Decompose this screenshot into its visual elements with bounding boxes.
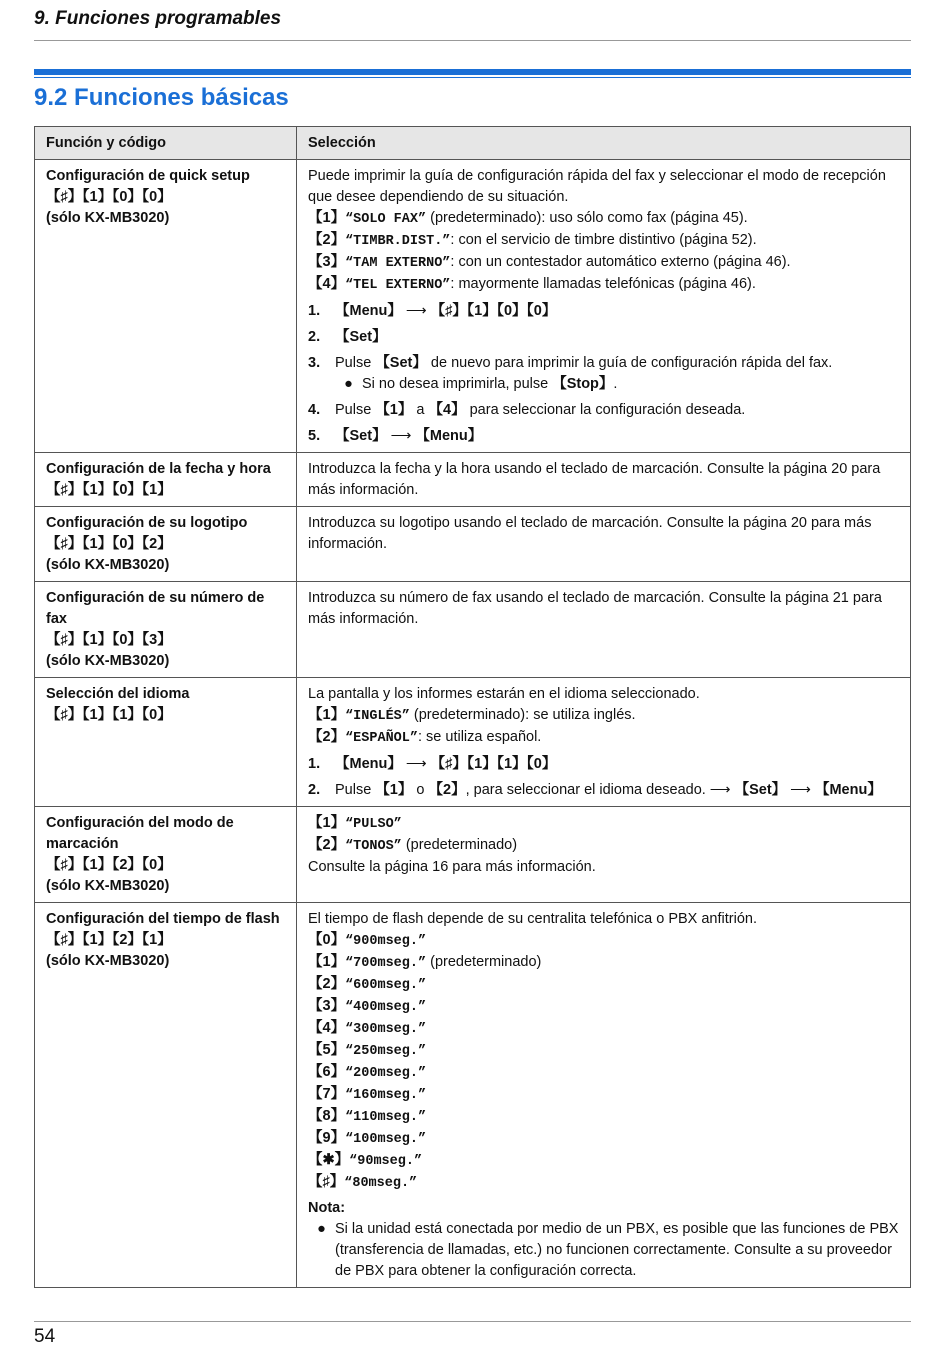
step-text: de nuevo para imprimir la guía de configuración rápida del fax. bbox=[426, 355, 833, 371]
function-cell bbox=[35, 507, 297, 582]
function-model: (sólo KX-MB3020) bbox=[46, 953, 170, 969]
option-key: 【3】 bbox=[308, 998, 346, 1014]
key-code: 【♯】【1】【0】【0】 bbox=[430, 303, 557, 319]
table-header-row bbox=[35, 127, 911, 160]
step-text: Pulse bbox=[335, 355, 376, 371]
note-text: Si la unidad está conectada por medio de un PBX, es posible que las funciones de PBX (transferencia de llamadas, etc.) no funcionen correctamente. Consulte a su proveedor de PBX para obtener la configuración correcta. bbox=[335, 1221, 899, 1279]
section-bar-thin bbox=[34, 77, 911, 78]
arrow-right-icon: ⟶ bbox=[790, 782, 811, 798]
option-key: 【8】 bbox=[308, 1108, 346, 1124]
option-value: “100mseg.” bbox=[345, 1132, 427, 1147]
key-menu: 【Menu】 bbox=[335, 756, 402, 772]
flash-option bbox=[308, 996, 899, 1018]
flash-option bbox=[308, 1150, 899, 1172]
option-value: “700mseg.” bbox=[345, 956, 427, 971]
option-text: (predeterminado) bbox=[401, 837, 518, 853]
option-key: 【1】 bbox=[308, 815, 346, 831]
option-value: “TONOS” bbox=[345, 839, 402, 854]
step bbox=[308, 353, 899, 374]
selection-cell bbox=[297, 807, 911, 903]
step bbox=[308, 400, 899, 421]
selection-text: Introduzca su logotipo usando el teclado de marcación. Consulte la página 20 para más información. bbox=[308, 515, 872, 552]
key-menu: 【Menu】 bbox=[335, 303, 402, 319]
function-title: Configuración de su número de fax bbox=[46, 590, 265, 627]
arrow-right-icon: ⟶ bbox=[405, 303, 427, 319]
option-line bbox=[308, 727, 899, 749]
option-value: “160mseg.” bbox=[345, 1088, 427, 1103]
key-2: 【2】 bbox=[428, 782, 466, 798]
option-line bbox=[308, 705, 899, 727]
key-set: 【Set】 bbox=[335, 329, 387, 345]
flash-option bbox=[308, 1084, 899, 1106]
option-key: 【1】 bbox=[308, 954, 346, 970]
option-text: : con un contestador automático externo (página 46). bbox=[450, 254, 791, 270]
option-line bbox=[308, 274, 899, 296]
option-key: 【1】 bbox=[308, 210, 346, 226]
footer-rule bbox=[34, 1321, 911, 1322]
option-line bbox=[308, 208, 899, 230]
option-text: (predeterminado): uso sólo como fax (página 45). bbox=[426, 210, 748, 226]
selection-cell bbox=[297, 160, 911, 453]
step-text: Pulse bbox=[335, 402, 376, 418]
function-model: (sólo KX-MB3020) bbox=[46, 878, 170, 894]
selection-cell bbox=[297, 903, 911, 1288]
option-value: “SOLO FAX” bbox=[345, 212, 427, 227]
option-key: 【♯】 bbox=[308, 1174, 345, 1190]
option-key: 【4】 bbox=[308, 1020, 346, 1036]
option-key: 【5】 bbox=[308, 1042, 346, 1058]
arrow-right-icon: ⟶ bbox=[709, 782, 731, 798]
bullet-icon: ● bbox=[344, 376, 353, 392]
option-key: 【2】 bbox=[308, 729, 346, 745]
step-number: 5. bbox=[308, 428, 321, 444]
function-code: 【♯】【1】【0】【2】 bbox=[46, 536, 172, 552]
flash-option bbox=[308, 1172, 899, 1194]
key-1: 【1】 bbox=[375, 782, 413, 798]
key-menu: 【Menu】 bbox=[415, 428, 483, 444]
option-key: 【1】 bbox=[308, 707, 346, 723]
function-title: Configuración de su logotipo bbox=[46, 515, 248, 531]
option-line bbox=[308, 230, 899, 252]
option-key: 【9】 bbox=[308, 1130, 346, 1146]
arrow-right-icon: ⟶ bbox=[405, 756, 427, 772]
function-cell bbox=[35, 582, 297, 678]
bullet bbox=[308, 374, 899, 395]
function-model: (sólo KX-MB3020) bbox=[46, 210, 170, 226]
function-title: Configuración de la fecha y hora bbox=[46, 461, 271, 477]
option-key: 【2】 bbox=[308, 837, 346, 853]
function-cell bbox=[35, 453, 297, 507]
step-number: 1. bbox=[308, 303, 321, 319]
key-set: 【Set】 bbox=[375, 355, 427, 371]
step-number: 2. bbox=[308, 329, 321, 345]
chapter-title: 9. Funciones programables bbox=[34, 8, 282, 29]
table-row bbox=[35, 903, 911, 1288]
step bbox=[308, 301, 899, 322]
key-4: 【4】 bbox=[428, 402, 466, 418]
function-cell bbox=[35, 807, 297, 903]
option-value: “80mseg.” bbox=[344, 1176, 418, 1191]
column-header-selection: Selección bbox=[297, 127, 911, 160]
note-bullet bbox=[308, 1219, 899, 1282]
step-number: 3. bbox=[308, 355, 321, 371]
function-title: Selección del idioma bbox=[46, 686, 190, 702]
step bbox=[308, 754, 899, 775]
option-line bbox=[308, 252, 899, 274]
function-code: 【♯】【1】【0】【3】 bbox=[46, 632, 172, 648]
option-value: “90mseg.” bbox=[349, 1154, 423, 1169]
flash-option bbox=[308, 952, 899, 974]
functions-table bbox=[34, 126, 911, 1288]
option-key: 【2】 bbox=[308, 976, 346, 992]
selection-text: Introduzca su número de fax usando el teclado de marcación. Consulte la página 21 para más información. bbox=[308, 590, 882, 627]
selection-cell bbox=[297, 453, 911, 507]
option-text: (predeterminado): se utiliza inglés. bbox=[409, 707, 636, 723]
option-key: 【2】 bbox=[308, 232, 346, 248]
key-set: 【Set】 bbox=[734, 782, 787, 798]
function-model: (sólo KX-MB3020) bbox=[46, 653, 170, 669]
step bbox=[308, 780, 899, 801]
option-line bbox=[308, 835, 899, 857]
option-value: “INGLÉS” bbox=[345, 709, 410, 724]
option-text: : se utiliza español. bbox=[418, 729, 542, 745]
selection-intro: Puede imprimir la guía de configuración rápida del fax y seleccionar el modo de recepción que desee dependiendo de su situación. bbox=[308, 168, 886, 205]
option-value: “ESPAÑOL” bbox=[345, 731, 418, 746]
section-title: 9.2 Funciones básicas bbox=[34, 84, 289, 111]
selection-intro: La pantalla y los informes estarán en el idioma seleccionado. bbox=[308, 686, 700, 702]
option-key: 【7】 bbox=[308, 1086, 346, 1102]
step-text: , para seleccionar el idioma deseado. bbox=[465, 782, 706, 798]
option-key: 【6】 bbox=[308, 1064, 346, 1080]
step-text: a bbox=[412, 402, 429, 418]
option-key: 【0】 bbox=[308, 932, 346, 948]
selection-text: Consulte la página 16 para más información. bbox=[308, 859, 596, 875]
key-stop: 【Stop】 bbox=[552, 376, 614, 392]
option-text: (predeterminado) bbox=[426, 954, 542, 970]
option-value: “400mseg.” bbox=[345, 1000, 427, 1015]
option-value: “200mseg.” bbox=[345, 1066, 427, 1081]
flash-option bbox=[308, 1040, 899, 1062]
function-title: Configuración del tiempo de flash bbox=[46, 911, 280, 927]
selection-text: Introduzca la fecha y la hora usando el teclado de marcación. Consulte la página 20 para más información. bbox=[308, 461, 881, 498]
step-number: 2. bbox=[308, 782, 321, 798]
option-value: “300mseg.” bbox=[345, 1022, 427, 1037]
step-text: Pulse bbox=[335, 782, 376, 798]
step-text: o bbox=[412, 782, 429, 798]
table-row bbox=[35, 507, 911, 582]
selection-cell bbox=[297, 678, 911, 807]
step-number: 4. bbox=[308, 402, 321, 418]
bullet-text: . bbox=[613, 376, 618, 392]
function-cell bbox=[35, 160, 297, 453]
option-value: “600mseg.” bbox=[345, 978, 427, 993]
table-row bbox=[35, 807, 911, 903]
function-code: 【♯】【1】【2】【1】 bbox=[46, 932, 172, 948]
selection-cell bbox=[297, 582, 911, 678]
option-value: “250mseg.” bbox=[345, 1044, 427, 1059]
table-row bbox=[35, 453, 911, 507]
header-rule bbox=[34, 40, 911, 41]
option-key: 【4】 bbox=[308, 276, 346, 292]
arrow-right-icon: ⟶ bbox=[390, 428, 412, 444]
note-title: Nota: bbox=[308, 1200, 346, 1216]
bullet-text: Si no desea imprimirla, pulse bbox=[362, 376, 553, 392]
option-value: “110mseg.” bbox=[345, 1110, 427, 1125]
selection-cell bbox=[297, 507, 911, 582]
flash-option bbox=[308, 1128, 899, 1150]
table-row bbox=[35, 678, 911, 807]
option-value: “PULSO” bbox=[345, 817, 402, 832]
key-set: 【Set】 bbox=[335, 428, 387, 444]
step bbox=[308, 426, 899, 447]
option-line bbox=[308, 813, 899, 835]
step bbox=[308, 327, 899, 348]
function-model: (sólo KX-MB3020) bbox=[46, 557, 170, 573]
option-text: : mayormente llamadas telefónicas (página 46). bbox=[450, 276, 756, 292]
step-text: para seleccionar la configuración deseada. bbox=[465, 402, 746, 418]
page-number: 54 bbox=[34, 1326, 56, 1347]
flash-option bbox=[308, 930, 899, 952]
step-number: 1. bbox=[308, 756, 321, 772]
function-code: 【♯】【1】【1】【0】 bbox=[46, 707, 172, 723]
option-key: 【✱】 bbox=[308, 1152, 350, 1168]
function-title: Configuración del modo de marcación bbox=[46, 815, 234, 852]
section-bar bbox=[34, 69, 911, 75]
key-1: 【1】 bbox=[375, 402, 413, 418]
function-title: Configuración de quick setup bbox=[46, 168, 250, 184]
function-cell bbox=[35, 903, 297, 1288]
flash-option bbox=[308, 1018, 899, 1040]
option-text: : con el servicio de timbre distintivo (página 52). bbox=[450, 232, 757, 248]
selection-intro: El tiempo de flash depende de su centralita telefónica o PBX anfitrión. bbox=[308, 911, 757, 927]
option-value: “TAM EXTERNO” bbox=[345, 256, 451, 271]
option-key: 【3】 bbox=[308, 254, 346, 270]
key-code: 【♯】【1】【1】【0】 bbox=[430, 756, 557, 772]
function-code: 【♯】【1】【0】【1】 bbox=[46, 482, 172, 498]
key-menu: 【Menu】 bbox=[814, 782, 882, 798]
column-header-function: Función y código bbox=[35, 127, 297, 160]
option-value: “TEL EXTERNO” bbox=[345, 278, 451, 293]
flash-option bbox=[308, 974, 899, 996]
option-value: “900mseg.” bbox=[345, 934, 427, 949]
function-code: 【♯】【1】【0】【0】 bbox=[46, 189, 172, 205]
function-code: 【♯】【1】【2】【0】 bbox=[46, 857, 172, 873]
table-row bbox=[35, 160, 911, 453]
bullet-icon: ● bbox=[317, 1221, 326, 1237]
function-cell bbox=[35, 678, 297, 807]
flash-option bbox=[308, 1062, 899, 1084]
option-value: “TIMBR.DIST.” bbox=[345, 234, 451, 249]
table-row bbox=[35, 582, 911, 678]
flash-option bbox=[308, 1106, 899, 1128]
